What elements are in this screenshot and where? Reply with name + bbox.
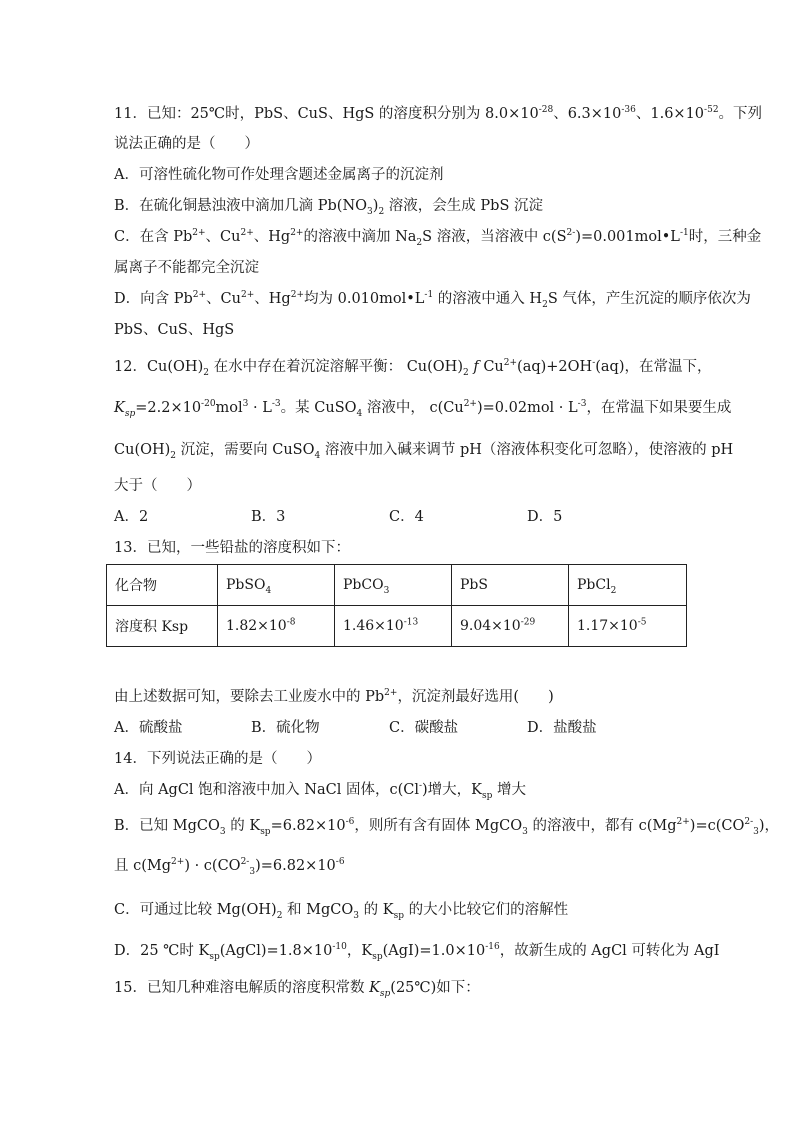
table-cell-ksp: $9.04\times 10^{-29}$ — [452, 606, 569, 647]
q13-stem: 13．已知，一些铅盐的溶度积如下： — [114, 540, 350, 556]
q12-stem-line1: 12．$Cu(OH)_2$ 在水中存在着沉淀溶解平衡： $Cu(OH)_2$ f $Cu^{2+}(aq)+2OH^-(aq)$，在常温下， — [114, 358, 712, 378]
q14-option-a: A．向 AgCl 饱和溶液中加入 NaCl 固体，c(Cl-)增大，$K_{sp}$ 增大 — [114, 781, 527, 801]
table-cell-ksp: $1.46\times 10^{-13}$ — [335, 606, 452, 647]
solubility-table — [106, 564, 687, 647]
q11-option-d-line1: D．向含 $Pb^{2+}$、$Cu^{2+}$、$Hg^{2+}$均为 $0.010mol•L^{-1}$ 的溶液中通入 $H_2S$ 气体，产生沉淀的顺序依次为 — [114, 290, 751, 310]
table-cell-compound: PbSO$_4$ — [218, 565, 335, 606]
q13-option-d: D．盐酸盐 — [527, 720, 597, 736]
q11-option-d-line2: PbS、CuS、HgS — [114, 322, 235, 338]
q13-options — [114, 718, 597, 738]
q12-stem-line2: $K_{sp}=2.2\times 10^{-20}mol^3 \cdot L^{-3}$。某 CuSO$_4$ 溶液中， $c(Cu^{2+})=0.02mol \cdot L^{-3}$，在常温下如果要生成 — [114, 399, 732, 419]
q14-option-c: C．可通过比较 $Mg(OH)_2$ 和 MgCO$_3$ 的 $K_{sp}$ 的大小比较它们的溶解性 — [114, 902, 569, 921]
q11-stem-line2: 说法正确的是（ ） — [114, 136, 259, 152]
q14-option-b-line1: B．已知 MgCO$_3$ 的 $K_{sp}=6.82\times 10^{-6}$，则所有含有固体 MgCO$_3$ 的溶液中，都有 $c(Mg^{2+})=c(CO^{2-}_3)$， — [114, 817, 780, 837]
table-row — [107, 565, 687, 606]
table-cell-ksp: $1.17\times 10^{-5}$ — [569, 606, 687, 647]
q14-option-b-line2: 且 $c(Mg^{2+}) \cdot c(CO^{2-}_3)=6.82\times 10^{-6}$ — [114, 857, 345, 877]
q13-question: 由上述数据可知，要除去工业废水中的 $Pb^{2+}$，沉淀剂最好选用( ) — [114, 688, 554, 705]
q12-option-c: C．4 — [389, 509, 424, 525]
q13-option-a: A．硫酸盐 — [114, 720, 183, 736]
q12-stem-line3: $Cu(OH)_2$ 沉淀，需要向 CuSO$_4$ 溶液中加入碱来调节 pH（溶液体积变化可忽略），使溶液的 pH — [114, 442, 734, 461]
table-row — [107, 606, 687, 647]
table-cell-compound: PbCO$_3$ — [335, 565, 452, 606]
q12-option-a: A．2 — [114, 509, 149, 525]
q11-option-a: A．可溶性硫化物可作处理含题述金属离子的沉淀剂 — [114, 167, 444, 183]
q14-option-d: D．25 ℃时 $K_{sp}(AgCl)=1.8\times 10^{-10}$，$K_{sp}(AgI)=1.0\times 10^{-16}$，故新生成的 AgCl 可转化为 AgI — [114, 942, 720, 962]
q12-stem-line4: 大于（ ） — [114, 478, 201, 494]
table-row-label: 溶度积 Ksp — [107, 606, 218, 647]
q14-stem: 14．下列说法正确的是（ ） — [114, 751, 321, 767]
q15-stem: 15．已知几种难溶电解质的溶度积常数 $K_{sp}(25℃)$如下： — [114, 980, 480, 999]
q11-stem-line1: 11．已知：25℃时，PbS、CuS、HgS 的溶度积分别为 $8.0\times 10^{-28}$、$6.3\times 10^{-36}$、$1.6\times 10^{-52}$。下列 — [114, 105, 763, 122]
table-header-label: 化合物 — [107, 565, 218, 606]
table-cell-compound: PbS — [452, 565, 569, 606]
q12-options — [114, 507, 562, 527]
q11-option-c-line2: 属离子不能都完全沉淀 — [114, 260, 259, 276]
q13-option-b: B．硫化物 — [251, 720, 320, 736]
q11-option-c-line1: C．在含 $Pb^{2+}$、$Cu^{2+}$、$Hg^{2+}$的溶液中滴加 $Na_2S$ 溶液，当溶液中 $c(S^{2-})=0.001mol•L^{-1}$时，三种金 — [114, 228, 762, 248]
table-cell-compound: PbCl$_2$ — [569, 565, 687, 606]
q13-option-c: C．碳酸盐 — [389, 720, 459, 736]
q12-option-d: D．5 — [527, 509, 563, 525]
table-cell-ksp: $1.82\times 10^{-8}$ — [218, 606, 335, 647]
q11-option-b: B．在硫化铜悬浊液中滴加几滴 $Pb(NO_3)_2$ 溶液，会生成 PbS 沉淀 — [114, 198, 543, 217]
q12-option-b: B．3 — [251, 509, 286, 525]
